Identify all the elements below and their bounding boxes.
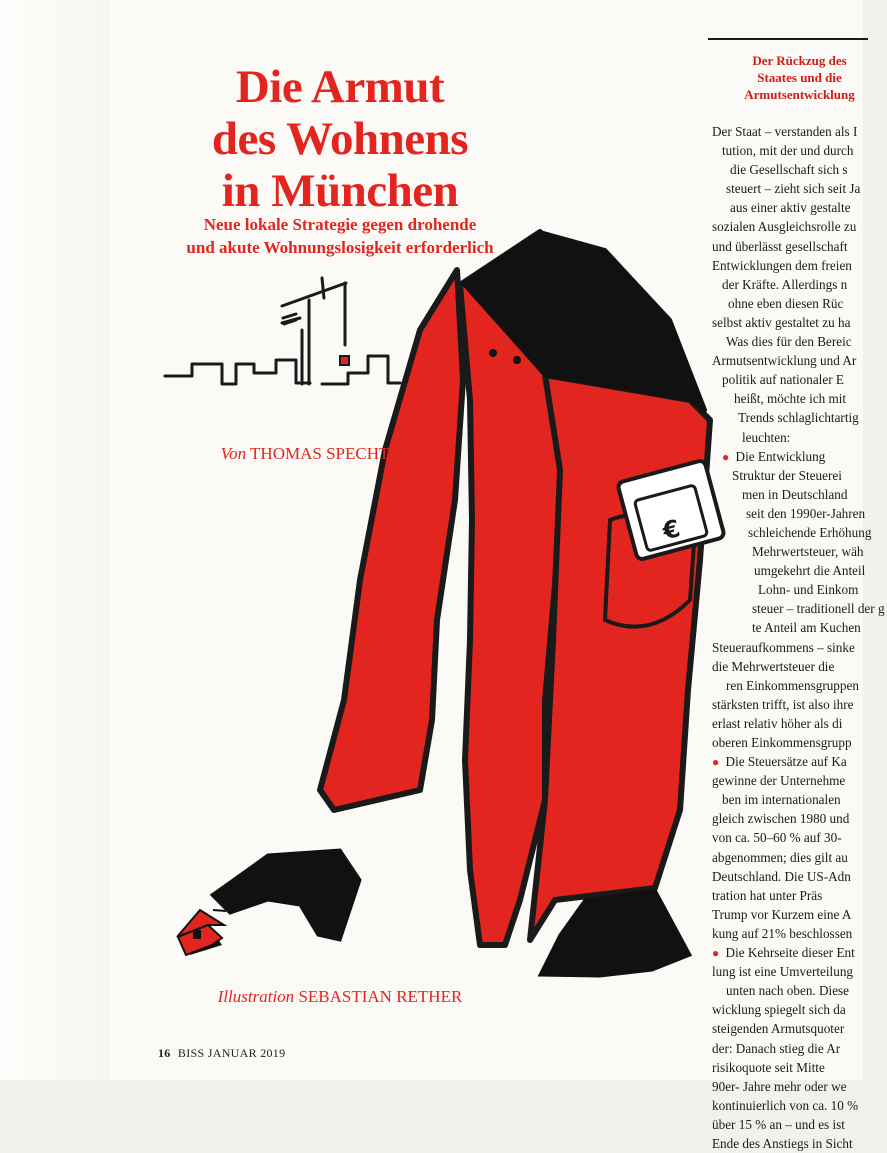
sidebar-text-line: der Kräfte. Allerdings n (722, 276, 848, 292)
sidebar-text-line: Struktur der Steuerei (732, 467, 842, 483)
sidebar-text-line: 90er- Jahre mehr oder we (712, 1078, 847, 1094)
sidebar-text-line: Lohn- und Einkom (758, 582, 859, 598)
page-footer (158, 1046, 285, 1061)
subtitle-line: Neue lokale Strategie gegen drohende (203, 215, 477, 234)
sidebar-top-rule (708, 38, 868, 40)
sidebar-text-line: ● Die Entwicklung (722, 448, 826, 464)
sidebar-text-line: ● Die Kehrseite dieser Ent (712, 945, 855, 961)
sidebar-text-line: ren Einkommensgruppen (726, 677, 859, 693)
sidebar-text-line: Trends schlaglichtartig (738, 410, 859, 426)
sidebar-heading (712, 52, 887, 103)
figure-eye (513, 356, 521, 364)
sidebar-text-line: Armutsentwicklung und Ar (712, 353, 857, 369)
sidebar-text-line: Entwicklungen dem freien (712, 257, 852, 273)
sidebar-text-line: steuert – zieht sich seit Ja (726, 181, 861, 197)
issue-label: BISS JANUAR 2019 (177, 1046, 286, 1060)
sidebar-text-line: sozialen Ausgleichsrolle zu (712, 219, 857, 235)
sidebar-text-line: selbst aktiv gestaltet zu ha (712, 314, 851, 330)
author-byline (160, 444, 450, 464)
article-subtitle (160, 213, 520, 259)
bleed-through-text (540, 40, 543, 62)
figure-eye (489, 349, 497, 357)
sidebar-text-line: umgekehrt die Anteil (754, 563, 866, 579)
sidebar-text-line: te Anteil am Kuchen (752, 620, 861, 636)
sidebar-text-line: kung auf 21% beschlossen (712, 925, 853, 941)
page-number: 16 (158, 1046, 171, 1060)
sidebar-text-line: ohne eben diesen Rüc (728, 295, 844, 311)
sidebar-text-line: steuer – traditionell der g (752, 601, 885, 617)
byline-prefix: Von (220, 444, 247, 463)
sidebar-text-line: Was dies für den Bereic (726, 334, 852, 350)
sidebar-text-line: politik auf nationaler E (722, 372, 844, 388)
sidebar-text-line: steigenden Armutsquoter (712, 1021, 845, 1037)
sidebar-text-line: seit den 1990er-Jahren (746, 505, 866, 521)
svg-text:€: € (659, 514, 684, 546)
sidebar-text-line: oberen Einkommensgrupp (712, 735, 852, 750)
headline-line: Die Armut (235, 61, 445, 114)
sidebar-text-line: ● Die Steuersätze auf Ka (712, 754, 847, 770)
headline-line: des Wohnens (211, 113, 469, 166)
bullet-icon: ● (712, 946, 720, 961)
sidebar-text-line: schleichende Erhöhung (748, 524, 872, 540)
sidebar-text-line: die Gesellschaft sich s (730, 162, 848, 178)
sidebar-text-line: tution, mit der und durch (722, 143, 854, 159)
back-shoe (212, 850, 360, 940)
sidebar-text-line: unten nach oben. Diese (726, 983, 850, 999)
sidebar-text-line: wicklung spiegelt sich da (712, 1002, 846, 1018)
front-shoe (540, 890, 690, 976)
crane-hook (340, 356, 349, 365)
sidebar-text-line: Mehrwertsteuer, wäh (752, 544, 864, 560)
sidebar-text-line: erlast relativ höher als di (712, 715, 843, 731)
author-name: THOMAS SPECHT (250, 444, 390, 463)
sidebar-text-line: tration hat unter Präs (712, 887, 823, 903)
skyline-drawing (165, 278, 400, 384)
sidebar-text-line: aus einer aktiv gestalte (730, 200, 851, 216)
sidebar-text-line: Deutschland. Die US-Adn (712, 868, 851, 884)
bullet-icon: ● (712, 755, 720, 770)
sidebar-text-line: leuchten: (742, 429, 791, 445)
sidebar-text-line: ben im internationalen (722, 792, 841, 808)
sidebar-heading-line: Armutsentwicklung (744, 87, 855, 102)
sidebar-text-line: von ca. 50–60 % auf 30- (712, 830, 842, 846)
figure-back-leg (320, 270, 463, 810)
sidebar-text-line: und überlässt gesellschaft (712, 238, 848, 254)
sidebar-text-line: men in Deutschland (742, 486, 848, 502)
sidebar-text-line: gleich zwischen 1980 und (712, 811, 850, 827)
subtitle-line: und akute Wohnungslosigkeit erforderlich (186, 238, 494, 257)
illustrator-name: SEBASTIAN RETHER (298, 987, 463, 1006)
sidebar-text-line: lung ist eine Umverteilung (712, 964, 854, 980)
article-headline (160, 61, 520, 217)
sidebar-body-text (712, 122, 885, 1153)
sidebar-heading-line: Der Rückzug des (752, 53, 847, 68)
sidebar-text-line: abgenommen; dies gilt au (712, 849, 848, 865)
sidebar-text-line: kontinuierlich von ca. 10 % (712, 1097, 859, 1113)
sidebar-text-line: der: Danach stieg die Ar (712, 1040, 841, 1056)
bullet-icon: ● (722, 449, 730, 464)
sidebar-text-line: gewinne der Unternehme (712, 773, 846, 789)
small-house-icon (177, 910, 224, 955)
sidebar-text-line: die Mehrwertsteuer die (712, 658, 835, 674)
credit-prefix: Illustration (217, 987, 295, 1006)
illustration-credit (160, 987, 520, 1007)
sidebar-text-line: heißt, möchte ich mit (734, 391, 847, 407)
sidebar-text-line: Trump vor Kurzem eine A (712, 906, 852, 922)
sidebar-text-line: Ende des Anstiegs in Sicht (712, 1135, 853, 1151)
sidebar-text-line: über 15 % an – und es ist (712, 1116, 845, 1132)
sidebar-text-line: stärksten trifft, ist also ihre (712, 696, 854, 712)
page-margin (0, 0, 110, 1080)
sidebar-text-line: Der Staat – verstanden als I (712, 124, 858, 139)
figure-front (530, 375, 710, 940)
sidebar-text-line: risikoquote seit Mitte (712, 1059, 825, 1075)
sidebar-text-line: Steueraufkommens – sinke (712, 639, 855, 655)
headline-line: in München (221, 165, 459, 218)
sidebar-heading-line: Staates und die (757, 70, 842, 85)
